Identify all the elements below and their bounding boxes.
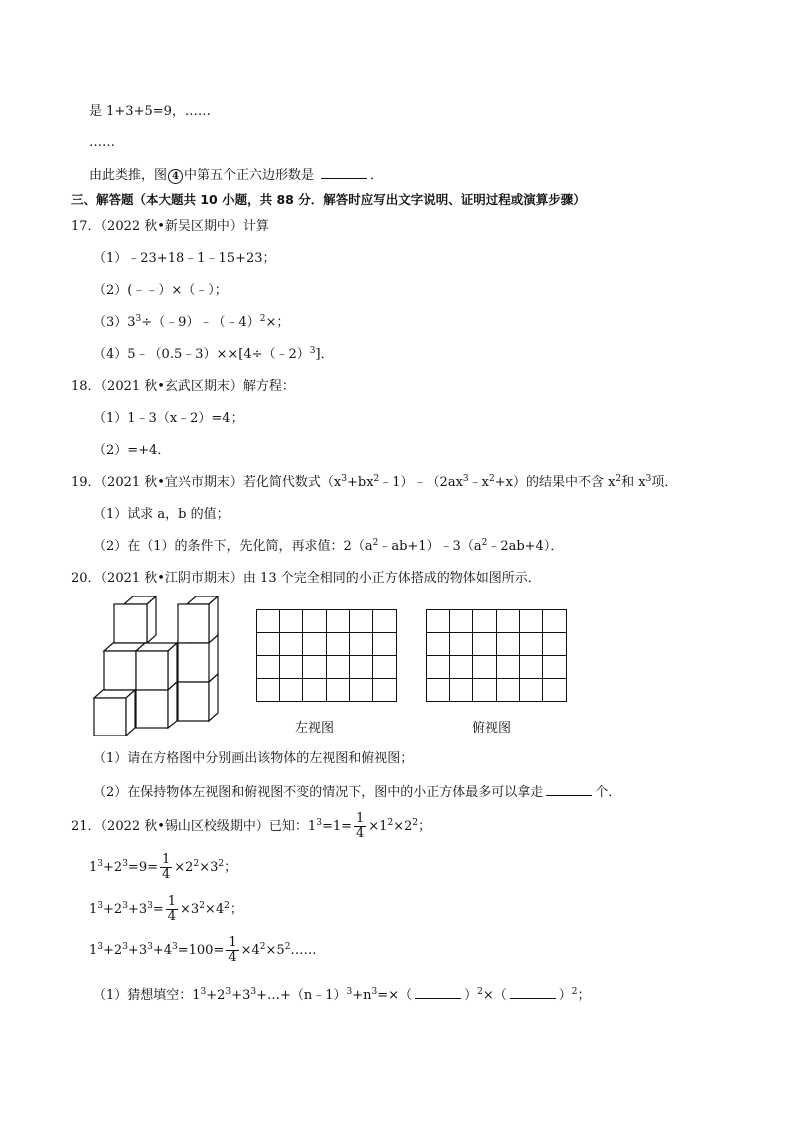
answer-blank[interactable] bbox=[510, 986, 556, 999]
q21-line-2: $1^3+2^3=9=$ $\frac{1}{4}$ $\times 2^2\times 3^2$； bbox=[89, 852, 238, 882]
intro-line-3: 由此类推，图 4 中第五个正六边形数是 ． bbox=[89, 168, 384, 183]
circled-number: 4 bbox=[168, 169, 183, 184]
cube bbox=[136, 643, 177, 690]
q21-line-4: $1^3+2^3+3^3+4^3=100=$ $\frac{1}{4}$ $\times 4^2\times 5^2\dots\dots$ bbox=[89, 935, 317, 965]
q21-header: 21．（2022 秋•锡山区校级期中）已知：$1^3=1=$ $\frac{1}{4}$ $\times 1^2\times 2^2$； bbox=[71, 811, 432, 841]
answer-blank[interactable] bbox=[546, 783, 592, 796]
q20-header: 20．（2021 秋•江阴市期末）由 13 个完全相同的小正方体搭成的物体如图所示． bbox=[71, 571, 541, 586]
q18-header: 18．（2021 秋•玄武区期末）解方程： bbox=[71, 379, 295, 394]
cube bbox=[114, 596, 156, 643]
section-title: 三、解答题（本大题共 10 小题，共 88 分．解答时应写出文字说明、证明过程或演算步骤） bbox=[71, 192, 586, 207]
intro-line-1: 是 1+3+5=9，…… bbox=[89, 104, 211, 119]
q17-header: 17．（2022 秋•新吴区期中）计算 bbox=[71, 219, 269, 234]
q17-part-1: （1）﹣23+18﹣1﹣15+23； bbox=[93, 251, 276, 266]
q17-part-2: （2）(﹣﹣）×（﹣）； bbox=[93, 283, 228, 298]
q19-part-1: （1）试求 a，b 的值； bbox=[93, 507, 230, 522]
q17-part-4: （4）5﹣（0.5﹣3）××[4÷（﹣2）$^3$]． bbox=[93, 346, 334, 362]
intro-line-2: …… bbox=[89, 135, 115, 150]
left-view-label: 左视图 bbox=[295, 721, 335, 736]
cube bbox=[94, 690, 135, 736]
q20-part-2: （2）在保持物体左视图和俯视图不变的情况下，图中的小正方体最多可以拿走 个． bbox=[93, 785, 622, 800]
q18-part-2: （2）=+4． bbox=[93, 443, 171, 458]
fraction: $\frac{1}{4}$ bbox=[161, 852, 171, 882]
left-view-grid[interactable] bbox=[256, 609, 397, 702]
cube bbox=[178, 596, 218, 643]
q18-part-1: （1）1﹣3（x﹣2）=4； bbox=[93, 411, 244, 426]
q19-header: 19．（2021 秋•宜兴市期末）若化简代数式$(x^3+bx^2﹣1)﹣(2ax^3﹣x^2+x)$的结果中不含 $x^2$和 $x^3$项． bbox=[71, 474, 678, 490]
intro-line-3-post: 中第五个正六边形数是 bbox=[184, 168, 315, 183]
top-view-grid[interactable] bbox=[426, 609, 567, 702]
fraction: $\frac{1}{4}$ bbox=[228, 935, 237, 965]
q19-part-2: （2）在（1）的条件下，先化简，再求值：$2(a^2﹣ab+1)﹣3(a^2﹣2ab+4)$． bbox=[93, 538, 564, 554]
fraction: $\frac{1}{4}$ bbox=[356, 811, 365, 841]
fraction: $\frac{1}{4}$ bbox=[167, 894, 177, 924]
answer-blank[interactable] bbox=[415, 986, 461, 999]
q21-line-3: $1^3+2^3+3^3=$ $\frac{1}{4}$ $\times 3^2\times 4^2$； bbox=[89, 894, 243, 924]
intro-line-3-pre: 由此类推，图 bbox=[89, 168, 168, 183]
cube-stack-figure bbox=[90, 596, 225, 736]
q20-part-1: （1）请在方格图中分别画出该物体的左视图和俯视图； bbox=[93, 751, 414, 766]
top-view-label: 俯视图 bbox=[472, 721, 512, 736]
q17-part-3: $(3)3^3\div(﹣9)﹣(﹣4)^2\times$； bbox=[93, 314, 290, 330]
q21-part-1: （1）猜想填空：$1^3+2^3+3^3+\dots+(n﹣1)^3+n^3=\times$（ ）$^2$×（ ）$^2$； bbox=[93, 987, 591, 1003]
answer-blank[interactable] bbox=[321, 166, 367, 179]
